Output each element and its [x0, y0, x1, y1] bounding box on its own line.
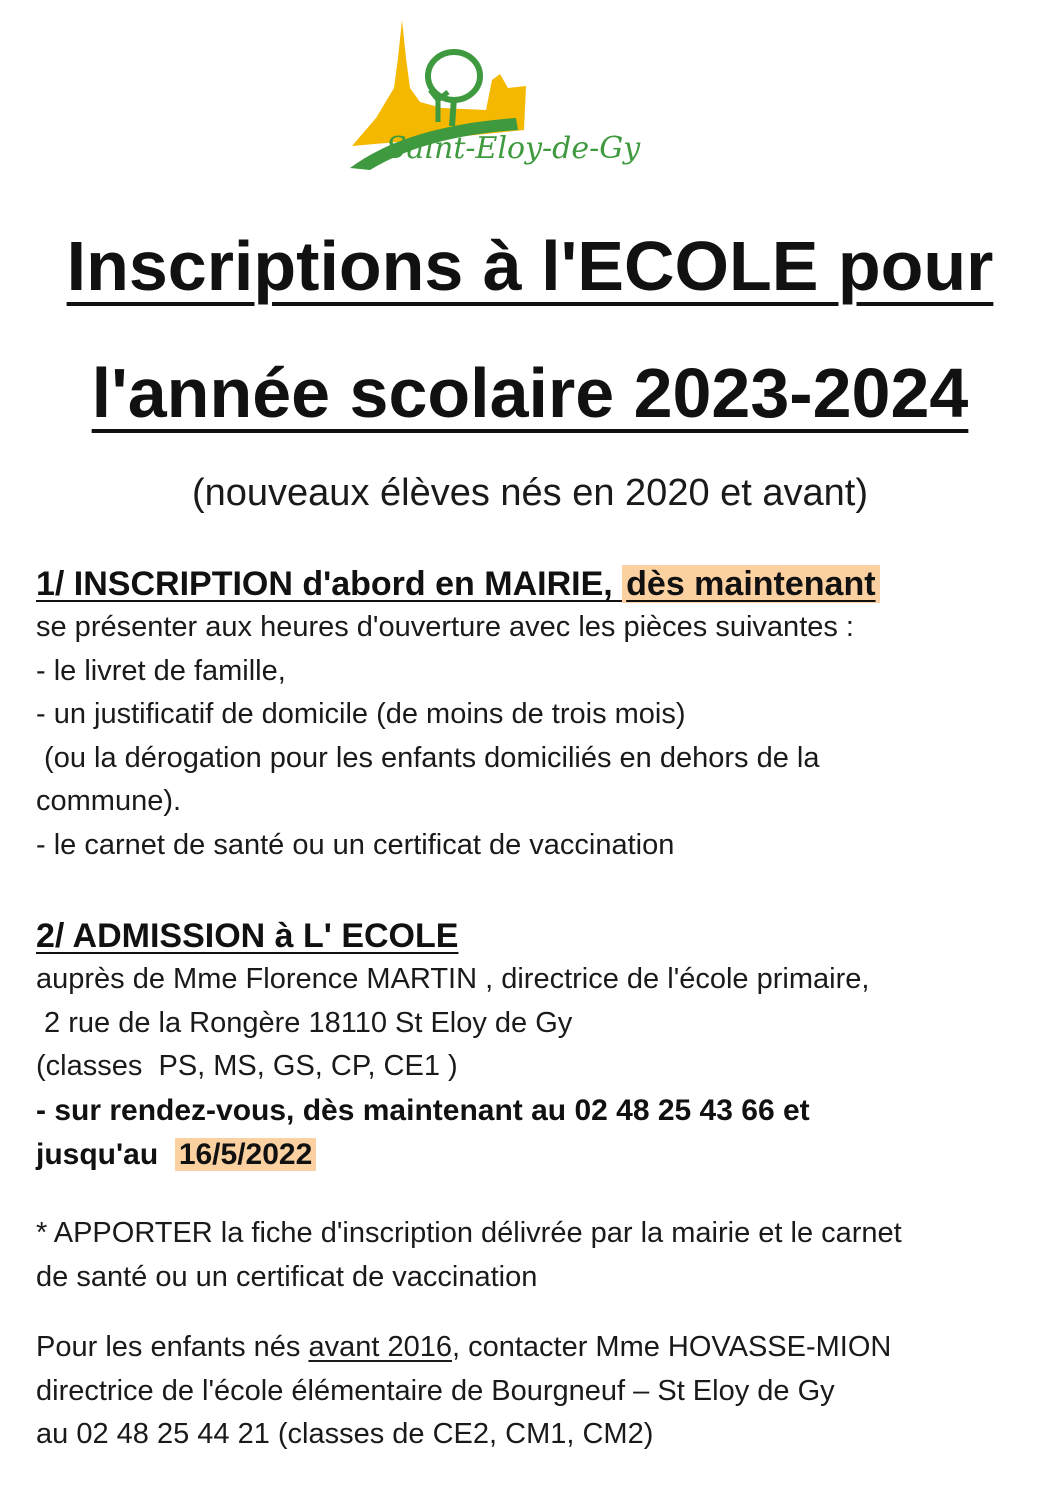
title-line-2-text: l'année scolaire 2023-2024	[91, 354, 969, 432]
section-admission	[36, 914, 1036, 1177]
contact-underlined: avant 2016	[308, 1331, 452, 1363]
section-1-heading	[36, 562, 1036, 606]
logo-text: Saint-Eloy-de-Gy	[386, 131, 641, 166]
appointment-line: - sur rendez-vous, dès maintenant au 02 48 25 43 66 et	[36, 1093, 810, 1127]
section-1-line: - le carnet de santé ou un certificat de vaccination	[36, 828, 675, 861]
section-1-line: - le livret de famille,	[36, 654, 286, 687]
village-logo	[346, 18, 706, 178]
contact-block	[36, 1326, 1036, 1457]
title-line-1-text: Inscriptions à l'ECOLE pour	[66, 227, 994, 305]
contact-suffix: , contacter Mme HOVASSE-MION	[451, 1331, 892, 1363]
contact-line-3: au 02 48 25 44 21 (classes de CE2, CM1, CM2)	[36, 1418, 654, 1450]
section-2-heading: 2/ ADMISSION à L' ECOLE	[36, 917, 459, 955]
deadline-date: 16/5/2022	[175, 1138, 316, 1171]
section-2-line: (classes PS, MS, GS, CP, CE1 )	[36, 1050, 458, 1082]
title-line-1	[0, 226, 1060, 306]
note-line: de santé ou un certificat de vaccination	[36, 1260, 538, 1293]
deadline-line	[36, 1133, 1036, 1177]
section-2-line: auprès de Mme Florence MARTIN , directrice de l'école primaire,	[36, 963, 870, 995]
note-block	[36, 1212, 1036, 1299]
contact-line-1	[36, 1326, 1036, 1370]
contact-prefix: Pour les enfants nés	[36, 1331, 309, 1363]
section-1-line: se présenter aux heures d'ouverture avec les pièces suivantes :	[36, 611, 854, 643]
deadline-prefix: jusqu'au	[36, 1137, 175, 1171]
section-1-highlight: dès maintenant	[622, 565, 879, 603]
contact-line-2: directrice de l'école élémentaire de Bourgneuf – St Eloy de Gy	[36, 1374, 835, 1407]
subtitle: (nouveaux élèves nés en 2020 et avant)	[191, 472, 869, 514]
note-line: * APPORTER la fiche d'inscription délivrée par la mairie et le carnet	[36, 1217, 902, 1249]
section-1-line: (ou la dérogation pour les enfants domiciliés en dehors de la	[36, 741, 820, 774]
section-1-line: commune).	[36, 785, 182, 817]
section-inscription	[36, 562, 1036, 867]
section-2-line: 2 rue de la Rongère 18110 St Eloy de Gy	[36, 1006, 573, 1039]
section-1-line: - un justificatif de domicile (de moins de trois mois)	[36, 698, 686, 730]
title-line-2	[0, 353, 1060, 433]
section-1-heading-text: 1/ INSCRIPTION d'abord en MAIRIE,	[36, 565, 623, 603]
